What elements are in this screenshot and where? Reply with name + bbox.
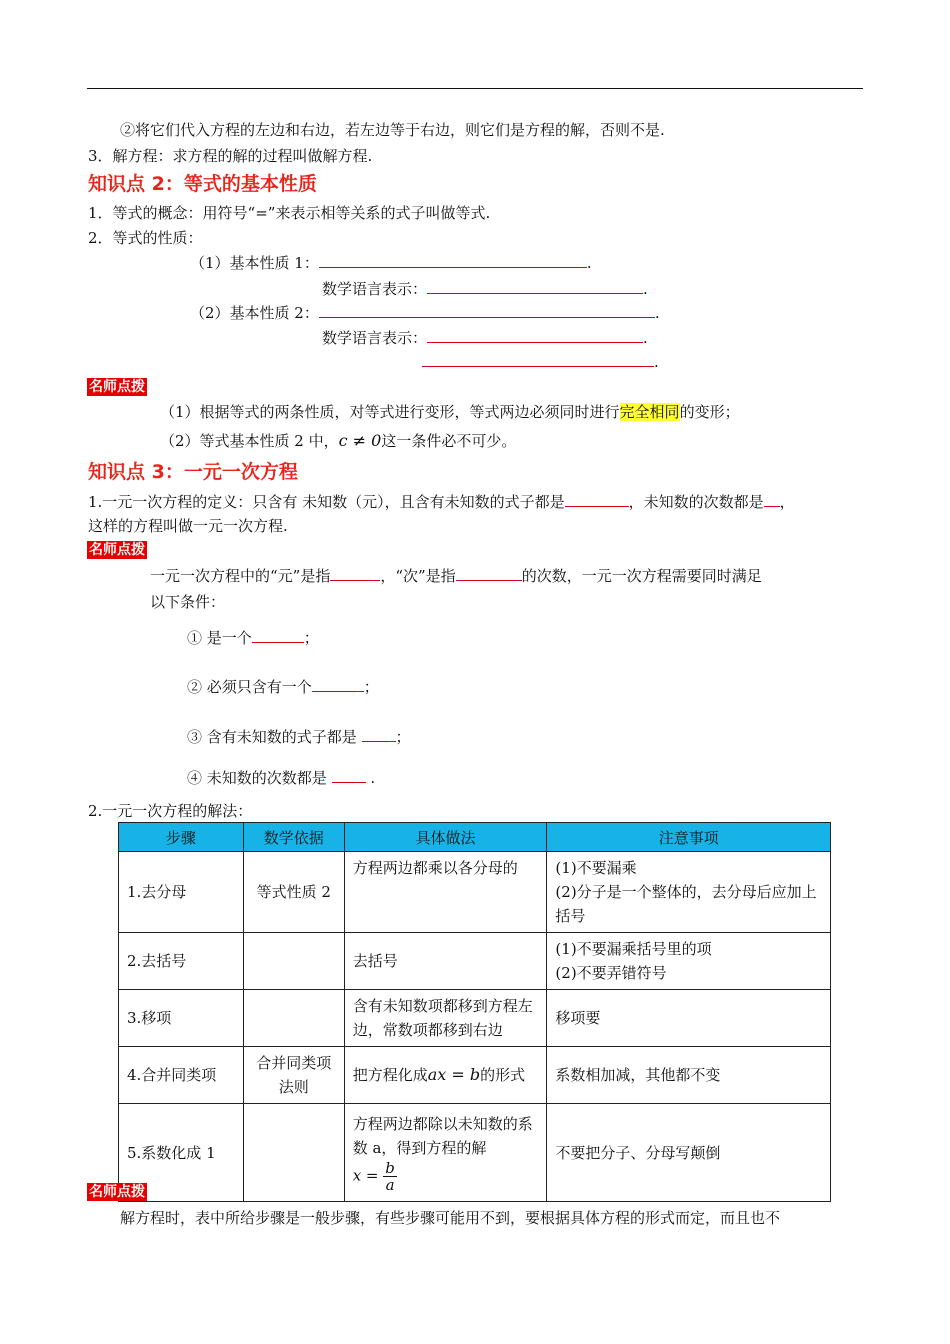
blank-line xyxy=(427,279,643,294)
table-cell: 方程两边都除以未知数的系数 a，得到方程的解 x = $\frac{b}{a}$ xyxy=(344,1104,547,1202)
column-header: 具体做法 xyxy=(344,823,547,852)
table-cell: 把方程化成ax = b的形式 xyxy=(344,1047,547,1104)
blank-line xyxy=(312,677,364,692)
math-label: 数学语言表示： xyxy=(322,329,428,347)
fraction: $\frac{b}{a}$ xyxy=(385,1159,395,1194)
section-title: 知识点 2：等式的基本性质 xyxy=(88,173,317,195)
property-label: （1）基本性质 1： xyxy=(190,254,319,272)
blank-line xyxy=(565,492,629,507)
math-label: 数学语言表示： xyxy=(322,280,428,298)
table-row xyxy=(119,990,831,1047)
teacher-tip-badge: 名师点拨 xyxy=(89,379,145,395)
blank-line xyxy=(330,566,380,581)
header-rule xyxy=(87,88,863,89)
text-line: 3．解方程：求方程的解的过程叫做解方程. xyxy=(88,147,373,165)
table-cell: 方程两边都乘以各分母的 xyxy=(344,852,547,933)
text-line: 1．等式的概念：用符号“=”来表示相等关系的式子叫做等式. xyxy=(88,204,491,222)
text-line: 解方程时，表中所给步骤是一般步骤，有些步骤可能用不到，要根据具体方程的形式而定，而且也不 xyxy=(120,1209,781,1227)
condition-4: ④ 未知数的次数都是 . xyxy=(187,769,376,787)
table-cell: 合并同类项法则 xyxy=(243,1047,344,1104)
blank-line xyxy=(422,352,654,367)
text-line: ②将它们代入方程的左边和右边，若左边等于右边，则它们是方程的解，否则不是. xyxy=(120,121,665,139)
blank-line xyxy=(332,768,366,783)
tip-line: （2）等式基本性质 2 中，c ≠ 0这一条件必不可少。 xyxy=(160,431,517,450)
table-cell: (1)不要漏乘 (2)分子是一个整体的，去分母后应加上括号 xyxy=(547,852,831,933)
condition-3: ③ 含有未知数的式子都是 ； xyxy=(187,728,411,746)
table-cell: (1)不要漏乘括号里的项 (2)不要弄错符号 xyxy=(547,933,831,990)
table-cell: 等式性质 2 xyxy=(243,852,344,933)
table-row xyxy=(119,1104,831,1202)
table-row xyxy=(119,1047,831,1104)
property-label: （2）基本性质 2： xyxy=(190,304,319,322)
table-cell: 去括号 xyxy=(344,933,547,990)
blank-line xyxy=(362,727,396,742)
table-row xyxy=(119,933,831,990)
table-cell: 不要把分子、分母写颠倒 xyxy=(547,1104,831,1202)
table-cell: 2.去括号 xyxy=(119,933,244,990)
tip-line: 以下条件： xyxy=(150,593,226,611)
blank-line xyxy=(427,328,643,343)
blank-line xyxy=(319,303,655,318)
math-expression-2: 数学语言表示： . xyxy=(322,329,648,347)
column-header: 步骤 xyxy=(119,823,244,852)
blank-line xyxy=(764,492,780,507)
math-expression-2b: . xyxy=(422,352,659,372)
table-cell: 移项要 xyxy=(547,990,831,1047)
table-cell xyxy=(243,990,344,1047)
table-cell: 3.移项 xyxy=(119,990,244,1047)
definition-line: 1.一元一次方程的定义：只含有 未知数（元），且含有未知数的式子都是 ，未知数的次数都是 ， xyxy=(88,493,795,511)
section-title: 知识点 3：一元一次方程 xyxy=(88,461,298,483)
solving-steps-table xyxy=(118,822,831,1202)
blank-line xyxy=(319,253,587,268)
table-cell xyxy=(243,933,344,990)
table-header-row xyxy=(119,823,831,852)
text-line: 2．等式的性质： xyxy=(88,229,203,247)
table-cell: 1.去分母 xyxy=(119,852,244,933)
column-header: 数学依据 xyxy=(243,823,344,852)
property-2: （2）基本性质 2： . xyxy=(190,304,660,322)
tip-line: 一元一次方程中的“元”是指 ，“次”是指 的次数，一元一次方程需要同时满足 xyxy=(150,567,762,585)
table-cell xyxy=(243,1104,344,1202)
text-line: 2.一元一次方程的解法： xyxy=(88,802,253,820)
definition-line: 这样的方程叫做一元一次方程. xyxy=(88,517,288,535)
math-inline: c ≠ 0 xyxy=(338,431,382,450)
teacher-tip-badge: 名师点拨 xyxy=(89,1184,145,1200)
condition-1: ① 是一个 ； xyxy=(187,629,319,647)
condition-2: ② 必须只含有一个 ； xyxy=(187,678,379,696)
table-cell: 含有未知数项都移到方程左边，常数项都移到右边 xyxy=(344,990,547,1047)
table-cell: 4.合并同类项 xyxy=(119,1047,244,1104)
column-header: 注意事项 xyxy=(547,823,831,852)
fraction-formula: x = $\frac{b}{a}$ xyxy=(352,1159,395,1194)
blank-line xyxy=(456,566,522,581)
property-1: （1）基本性质 1： . xyxy=(190,254,592,272)
blank-line xyxy=(252,628,304,643)
math-inline: ax = b xyxy=(427,1065,481,1084)
teacher-tip-badge: 名师点拨 xyxy=(89,542,145,558)
table-cell: 5.系数化成 1 xyxy=(119,1104,244,1202)
highlight-text: 完全相同 xyxy=(619,403,680,421)
tip-line: （1）根据等式的两条性质，对等式进行变形，等式两边必须同时进行完全相同的变形； xyxy=(160,403,740,421)
table-row xyxy=(119,852,831,933)
math-expression-1: 数学语言表示： . xyxy=(322,280,648,298)
table-cell: 系数相加减，其他都不变 xyxy=(547,1047,831,1104)
